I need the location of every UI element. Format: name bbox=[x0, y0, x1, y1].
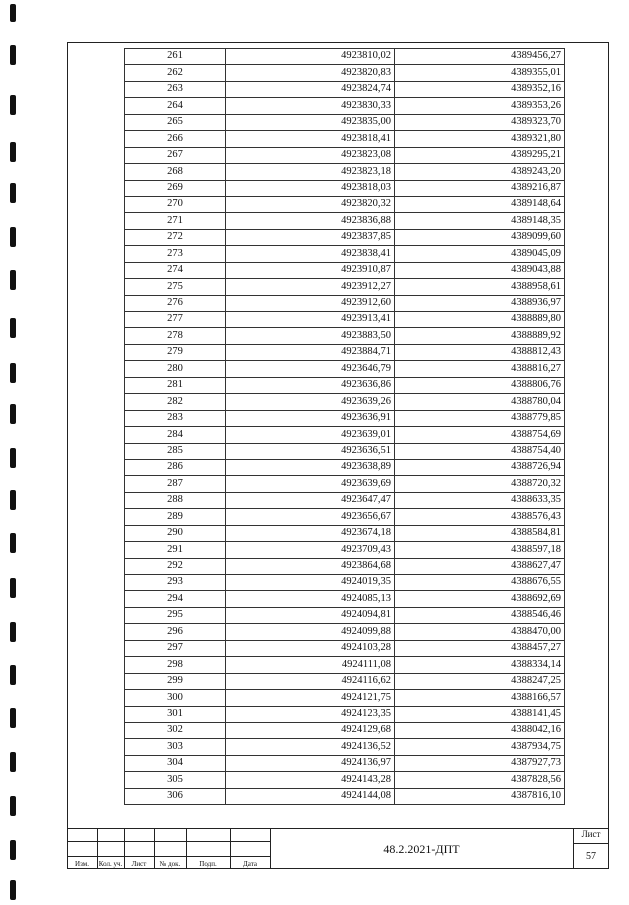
y-coordinate-cell: 4389353,26 bbox=[395, 98, 565, 114]
table-row bbox=[125, 673, 565, 689]
x-coordinate-cell: 4923820,32 bbox=[226, 196, 395, 212]
table-row bbox=[125, 114, 565, 130]
binding-hole bbox=[10, 622, 16, 642]
x-coordinate-cell: 4924123,35 bbox=[226, 706, 395, 722]
y-coordinate-cell: 4388812,43 bbox=[395, 344, 565, 360]
y-coordinate-cell: 4388754,40 bbox=[395, 443, 565, 459]
y-coordinate-cell: 4389099,60 bbox=[395, 229, 565, 245]
y-coordinate-cell: 4388166,57 bbox=[395, 690, 565, 706]
x-coordinate-cell: 4924136,97 bbox=[226, 755, 395, 771]
stamp-label-date: Дата bbox=[243, 860, 257, 868]
y-coordinate-cell: 4388457,27 bbox=[395, 640, 565, 656]
point-number-cell: 268 bbox=[125, 164, 226, 180]
y-coordinate-cell: 4388584,81 bbox=[395, 525, 565, 541]
binding-hole bbox=[10, 95, 16, 115]
document-code: 48.2.2021-ДПТ bbox=[383, 842, 460, 856]
table-row bbox=[125, 98, 565, 114]
table-row bbox=[125, 312, 565, 328]
x-coordinate-cell: 4923636,51 bbox=[226, 443, 395, 459]
x-coordinate-cell: 4923656,67 bbox=[226, 509, 395, 525]
point-number-cell: 272 bbox=[125, 229, 226, 245]
point-number-cell: 278 bbox=[125, 328, 226, 344]
table-row bbox=[125, 65, 565, 81]
y-coordinate-cell: 4388470,00 bbox=[395, 624, 565, 640]
point-number-cell: 269 bbox=[125, 180, 226, 196]
x-coordinate-cell: 4923638,89 bbox=[226, 459, 395, 475]
y-coordinate-cell: 4388889,92 bbox=[395, 328, 565, 344]
binding-hole bbox=[10, 448, 16, 468]
point-number-cell: 280 bbox=[125, 361, 226, 377]
binding-hole bbox=[10, 840, 16, 860]
y-coordinate-cell: 4389295,21 bbox=[395, 147, 565, 163]
table-row bbox=[125, 229, 565, 245]
y-coordinate-cell: 4388958,61 bbox=[395, 279, 565, 295]
x-coordinate-cell: 4923639,69 bbox=[226, 476, 395, 492]
x-coordinate-cell: 4924144,08 bbox=[226, 788, 395, 804]
point-number-cell: 277 bbox=[125, 312, 226, 328]
point-number-cell: 290 bbox=[125, 525, 226, 541]
table-row bbox=[125, 196, 565, 212]
point-number-cell: 295 bbox=[125, 607, 226, 623]
table-row bbox=[125, 377, 565, 393]
x-coordinate-cell: 4924136,52 bbox=[226, 739, 395, 755]
point-number-cell: 297 bbox=[125, 640, 226, 656]
x-coordinate-cell: 4923823,08 bbox=[226, 147, 395, 163]
coordinates-table bbox=[124, 48, 565, 805]
point-number-cell: 281 bbox=[125, 377, 226, 393]
y-coordinate-cell: 4388042,16 bbox=[395, 722, 565, 738]
table-row bbox=[125, 279, 565, 295]
point-number-cell: 300 bbox=[125, 690, 226, 706]
point-number-cell: 279 bbox=[125, 344, 226, 360]
x-coordinate-cell: 4923818,03 bbox=[226, 180, 395, 196]
point-number-cell: 262 bbox=[125, 65, 226, 81]
point-number-cell: 296 bbox=[125, 624, 226, 640]
y-coordinate-cell: 4389216,87 bbox=[395, 180, 565, 196]
x-coordinate-cell: 4923883,50 bbox=[226, 328, 395, 344]
x-coordinate-cell: 4923674,18 bbox=[226, 525, 395, 541]
stamp-label-izm: Изм. bbox=[75, 860, 89, 868]
binding-hole bbox=[10, 227, 16, 247]
y-coordinate-cell: 4389148,64 bbox=[395, 196, 565, 212]
x-coordinate-cell: 4923709,43 bbox=[226, 542, 395, 558]
table-row bbox=[125, 246, 565, 262]
binding-hole bbox=[10, 665, 16, 685]
binding-hole bbox=[10, 880, 16, 900]
table-row bbox=[125, 690, 565, 706]
point-number-cell: 286 bbox=[125, 459, 226, 475]
y-coordinate-cell: 4388576,43 bbox=[395, 509, 565, 525]
x-coordinate-cell: 4923884,71 bbox=[226, 344, 395, 360]
x-coordinate-cell: 4923913,41 bbox=[226, 312, 395, 328]
title-block-top-line bbox=[67, 828, 609, 829]
point-number-cell: 285 bbox=[125, 443, 226, 459]
table-row bbox=[125, 262, 565, 278]
table-row bbox=[125, 706, 565, 722]
y-coordinate-cell: 4389045,09 bbox=[395, 246, 565, 262]
point-number-cell: 275 bbox=[125, 279, 226, 295]
y-coordinate-cell: 4388247,25 bbox=[395, 673, 565, 689]
binding-hole bbox=[10, 270, 16, 290]
x-coordinate-cell: 4923912,60 bbox=[226, 295, 395, 311]
point-number-cell: 276 bbox=[125, 295, 226, 311]
table-row bbox=[125, 147, 565, 163]
y-coordinate-cell: 4387927,73 bbox=[395, 755, 565, 771]
table-row bbox=[125, 525, 565, 541]
x-coordinate-cell: 4923837,85 bbox=[226, 229, 395, 245]
table-row bbox=[125, 476, 565, 492]
table-row bbox=[125, 591, 565, 607]
table-row bbox=[125, 131, 565, 147]
x-coordinate-cell: 4923910,87 bbox=[226, 262, 395, 278]
table-row bbox=[125, 558, 565, 574]
binding-hole bbox=[10, 404, 16, 424]
stamp-label-list: Лист bbox=[131, 860, 147, 868]
y-coordinate-cell: 4387934,75 bbox=[395, 739, 565, 755]
stamp-label-doc-number: № док. bbox=[159, 860, 181, 868]
point-number-cell: 294 bbox=[125, 591, 226, 607]
y-coordinate-cell: 4388597,18 bbox=[395, 542, 565, 558]
sheet-cell-divider bbox=[573, 843, 609, 844]
x-coordinate-cell: 4924121,75 bbox=[226, 690, 395, 706]
y-coordinate-cell: 4389456,27 bbox=[395, 49, 565, 65]
binding-hole bbox=[10, 318, 16, 338]
x-coordinate-cell: 4924085,13 bbox=[226, 591, 395, 607]
point-number-cell: 301 bbox=[125, 706, 226, 722]
y-coordinate-cell: 4388806,76 bbox=[395, 377, 565, 393]
point-number-cell: 273 bbox=[125, 246, 226, 262]
table-row bbox=[125, 739, 565, 755]
x-coordinate-cell: 4923823,18 bbox=[226, 164, 395, 180]
x-coordinate-cell: 4924019,35 bbox=[226, 575, 395, 591]
binding-hole bbox=[10, 578, 16, 598]
x-coordinate-cell: 4924094,81 bbox=[226, 607, 395, 623]
table-row bbox=[125, 410, 565, 426]
x-coordinate-cell: 4924116,62 bbox=[226, 673, 395, 689]
x-coordinate-cell: 4924129,68 bbox=[226, 722, 395, 738]
table-row bbox=[125, 49, 565, 65]
y-coordinate-cell: 4389148,35 bbox=[395, 213, 565, 229]
y-coordinate-cell: 4388779,85 bbox=[395, 410, 565, 426]
table-row bbox=[125, 640, 565, 656]
point-number-cell: 291 bbox=[125, 542, 226, 558]
x-coordinate-cell: 4923912,27 bbox=[226, 279, 395, 295]
sheet-label: Лист bbox=[581, 829, 601, 839]
x-coordinate-cell: 4923836,88 bbox=[226, 213, 395, 229]
binding-hole bbox=[10, 490, 16, 510]
point-number-cell: 298 bbox=[125, 657, 226, 673]
point-number-cell: 271 bbox=[125, 213, 226, 229]
point-number-cell: 287 bbox=[125, 476, 226, 492]
x-coordinate-cell: 4923835,00 bbox=[226, 114, 395, 130]
table-row bbox=[125, 492, 565, 508]
y-coordinate-cell: 4389323,70 bbox=[395, 114, 565, 130]
table-row bbox=[125, 509, 565, 525]
point-number-cell: 266 bbox=[125, 131, 226, 147]
table-row bbox=[125, 81, 565, 97]
point-number-cell: 305 bbox=[125, 772, 226, 788]
table-row bbox=[125, 164, 565, 180]
point-number-cell: 292 bbox=[125, 558, 226, 574]
y-coordinate-cell: 4388780,04 bbox=[395, 394, 565, 410]
point-number-cell: 265 bbox=[125, 114, 226, 130]
y-coordinate-cell: 4388936,97 bbox=[395, 295, 565, 311]
y-coordinate-cell: 4388889,80 bbox=[395, 312, 565, 328]
x-coordinate-cell: 4923810,02 bbox=[226, 49, 395, 65]
stamp-label-kol-uch: Кол. уч. bbox=[98, 860, 123, 868]
sheet-number: 57 bbox=[586, 851, 596, 862]
y-coordinate-cell: 4388720,32 bbox=[395, 476, 565, 492]
x-coordinate-cell: 4923639,26 bbox=[226, 394, 395, 410]
point-number-cell: 302 bbox=[125, 722, 226, 738]
x-coordinate-cell: 4923818,41 bbox=[226, 131, 395, 147]
table-row bbox=[125, 542, 565, 558]
stamp-label-signature: Подп. bbox=[199, 860, 217, 868]
table-row bbox=[125, 772, 565, 788]
table-row bbox=[125, 575, 565, 591]
table-row bbox=[125, 624, 565, 640]
binding-hole bbox=[10, 533, 16, 553]
point-number-cell: 284 bbox=[125, 427, 226, 443]
x-coordinate-cell: 4923636,86 bbox=[226, 377, 395, 393]
y-coordinate-cell: 4388692,69 bbox=[395, 591, 565, 607]
binding-hole bbox=[10, 45, 16, 65]
point-number-cell: 293 bbox=[125, 575, 226, 591]
binding-hole bbox=[10, 142, 16, 162]
x-coordinate-cell: 4923639,01 bbox=[226, 427, 395, 443]
table-row bbox=[125, 427, 565, 443]
table-row bbox=[125, 788, 565, 804]
y-coordinate-cell: 4389043,88 bbox=[395, 262, 565, 278]
table-row bbox=[125, 328, 565, 344]
point-number-cell: 303 bbox=[125, 739, 226, 755]
point-number-cell: 261 bbox=[125, 49, 226, 65]
y-coordinate-cell: 4387816,10 bbox=[395, 788, 565, 804]
table-row bbox=[125, 755, 565, 771]
x-coordinate-cell: 4924111,08 bbox=[226, 657, 395, 673]
x-coordinate-cell: 4923824,74 bbox=[226, 81, 395, 97]
x-coordinate-cell: 4924103,28 bbox=[226, 640, 395, 656]
table-row bbox=[125, 394, 565, 410]
table-row bbox=[125, 180, 565, 196]
y-coordinate-cell: 4387828,56 bbox=[395, 772, 565, 788]
x-coordinate-cell: 4923820,83 bbox=[226, 65, 395, 81]
binding-hole bbox=[10, 363, 16, 383]
point-number-cell: 289 bbox=[125, 509, 226, 525]
table-row bbox=[125, 213, 565, 229]
y-coordinate-cell: 4388141,45 bbox=[395, 706, 565, 722]
y-coordinate-cell: 4389355,01 bbox=[395, 65, 565, 81]
binding-hole bbox=[10, 796, 16, 816]
y-coordinate-cell: 4389352,16 bbox=[395, 81, 565, 97]
table-row bbox=[125, 344, 565, 360]
y-coordinate-cell: 4389321,80 bbox=[395, 131, 565, 147]
point-number-cell: 306 bbox=[125, 788, 226, 804]
table-row bbox=[125, 607, 565, 623]
point-number-cell: 274 bbox=[125, 262, 226, 278]
y-coordinate-cell: 4388546,46 bbox=[395, 607, 565, 623]
x-coordinate-cell: 4923838,41 bbox=[226, 246, 395, 262]
y-coordinate-cell: 4388726,94 bbox=[395, 459, 565, 475]
point-number-cell: 304 bbox=[125, 755, 226, 771]
point-number-cell: 263 bbox=[125, 81, 226, 97]
binding-hole bbox=[10, 752, 16, 772]
point-number-cell: 267 bbox=[125, 147, 226, 163]
point-number-cell: 264 bbox=[125, 98, 226, 114]
table-row bbox=[125, 459, 565, 475]
y-coordinate-cell: 4389243,20 bbox=[395, 164, 565, 180]
y-coordinate-cell: 4388633,35 bbox=[395, 492, 565, 508]
y-coordinate-cell: 4388754,69 bbox=[395, 427, 565, 443]
x-coordinate-cell: 4924099,88 bbox=[226, 624, 395, 640]
y-coordinate-cell: 4388334,14 bbox=[395, 657, 565, 673]
table-row bbox=[125, 657, 565, 673]
binding-hole bbox=[10, 4, 16, 22]
binding-hole bbox=[10, 183, 16, 203]
point-number-cell: 283 bbox=[125, 410, 226, 426]
title-block bbox=[67, 828, 609, 869]
y-coordinate-cell: 4388627,47 bbox=[395, 558, 565, 574]
y-coordinate-cell: 4388676,55 bbox=[395, 575, 565, 591]
x-coordinate-cell: 4923830,33 bbox=[226, 98, 395, 114]
coordinates-table-body bbox=[125, 49, 565, 805]
point-number-cell: 288 bbox=[125, 492, 226, 508]
x-coordinate-cell: 4923646,79 bbox=[226, 361, 395, 377]
point-number-cell: 299 bbox=[125, 673, 226, 689]
point-number-cell: 282 bbox=[125, 394, 226, 410]
x-coordinate-cell: 4923636,91 bbox=[226, 410, 395, 426]
table-row bbox=[125, 295, 565, 311]
x-coordinate-cell: 4923647,47 bbox=[226, 492, 395, 508]
table-row bbox=[125, 443, 565, 459]
x-coordinate-cell: 4924143,28 bbox=[226, 772, 395, 788]
x-coordinate-cell: 4923864,68 bbox=[226, 558, 395, 574]
table-row bbox=[125, 722, 565, 738]
binding-hole bbox=[10, 708, 16, 728]
point-number-cell: 270 bbox=[125, 196, 226, 212]
table-row bbox=[125, 361, 565, 377]
y-coordinate-cell: 4388816,27 bbox=[395, 361, 565, 377]
